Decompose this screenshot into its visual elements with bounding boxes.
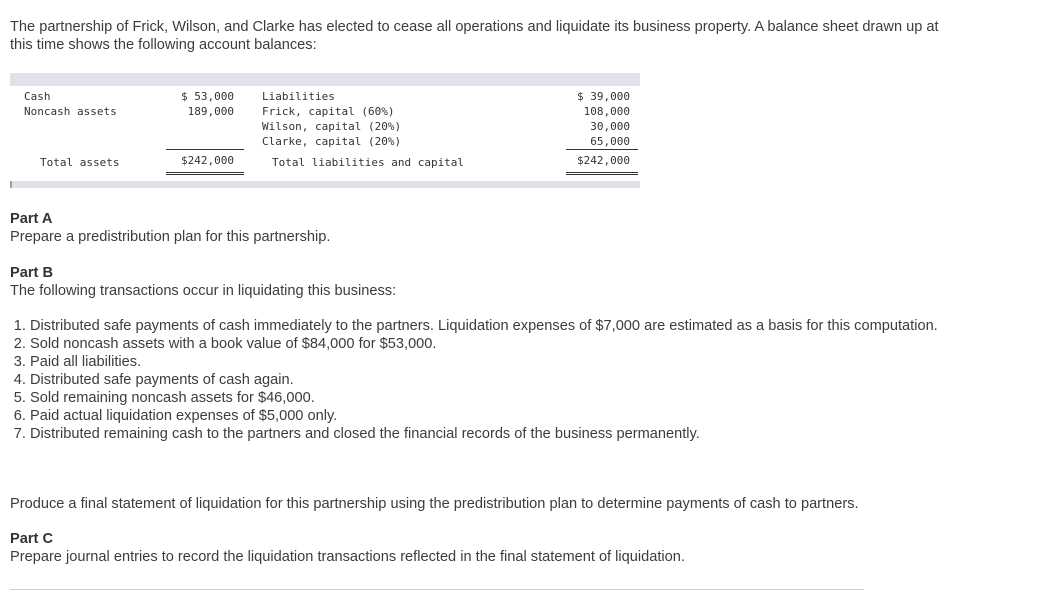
list-item: 7. Distributed remaining cash to the partners and closed the financial records of the business permanently. xyxy=(30,425,950,443)
total-assets-label: Total assets xyxy=(40,156,120,169)
part-c-text: Prepare journal entries to record the liquidation transactions reflected in the final statement of liquidation. xyxy=(10,549,685,565)
clarke-capital-label: Clarke, capital (20%) xyxy=(262,135,402,148)
list-item: 3. Paid all liabilities. xyxy=(30,353,950,371)
asset-label-cash: Cash xyxy=(24,90,51,103)
total-assets-value: $242,000 xyxy=(181,154,234,167)
frick-capital-label: Frick, capital (60%) xyxy=(262,105,395,118)
wilson-capital-label: Wilson, capital (20%) xyxy=(262,120,402,133)
bottom-divider xyxy=(10,589,864,590)
asset-value-cash: $ 53,000 xyxy=(181,90,234,103)
part-b-section xyxy=(10,264,396,300)
liability-value: $ 39,000 xyxy=(577,90,630,103)
part-c-section xyxy=(10,530,685,566)
part-c-heading: Part C xyxy=(10,531,53,547)
asset-label-noncash: Noncash assets xyxy=(24,105,117,118)
transaction-list xyxy=(10,317,950,443)
balance-sheet-table xyxy=(10,73,640,188)
wilson-capital-value: 30,000 xyxy=(590,120,630,133)
part-b-heading: Part B xyxy=(10,265,53,281)
part-a-section xyxy=(10,210,330,246)
total-lc-label: Total liabilities and capital xyxy=(272,156,465,169)
list-item: 6. Paid actual liquidation expenses of $5,000 only. xyxy=(30,407,950,425)
table-top-bar xyxy=(10,73,640,86)
total-lc-value: $242,000 xyxy=(577,154,630,167)
part-a-text: Prepare a predistribution plan for this partnership. xyxy=(10,229,331,245)
list-item: 1. Distributed safe payments of cash immediately to the partners. Liquidation expenses of $7,000 are estimated as a basis for this computation. xyxy=(30,317,950,335)
table-bottom-bar xyxy=(10,181,640,188)
asset-value-noncash: 189,000 xyxy=(187,105,234,118)
part-b-text: The following transactions occur in liquidating this business: xyxy=(10,283,397,299)
part-b-instruction: Produce a final statement of liquidation for this partnership using the predistribution plan to determine payments of cash to partners. xyxy=(10,496,859,512)
list-item: 5. Sold remaining noncash assets for $46,000. xyxy=(30,389,950,407)
part-a-heading: Part A xyxy=(10,211,53,227)
frick-capital-value: 108,000 xyxy=(583,105,630,118)
clarke-capital-value: 65,000 xyxy=(590,135,630,148)
intro-paragraph: The partnership of Frick, Wilson, and Clarke has elected to cease all operations and liquidate its business property. A balance sheet drawn up at this time shows the following account balances: xyxy=(10,19,939,53)
liability-label: Liabilities xyxy=(262,90,335,103)
list-item: 4. Distributed safe payments of cash again. xyxy=(30,371,950,389)
list-item: 2. Sold noncash assets with a book value of $84,000 for $53,000. xyxy=(30,335,950,353)
